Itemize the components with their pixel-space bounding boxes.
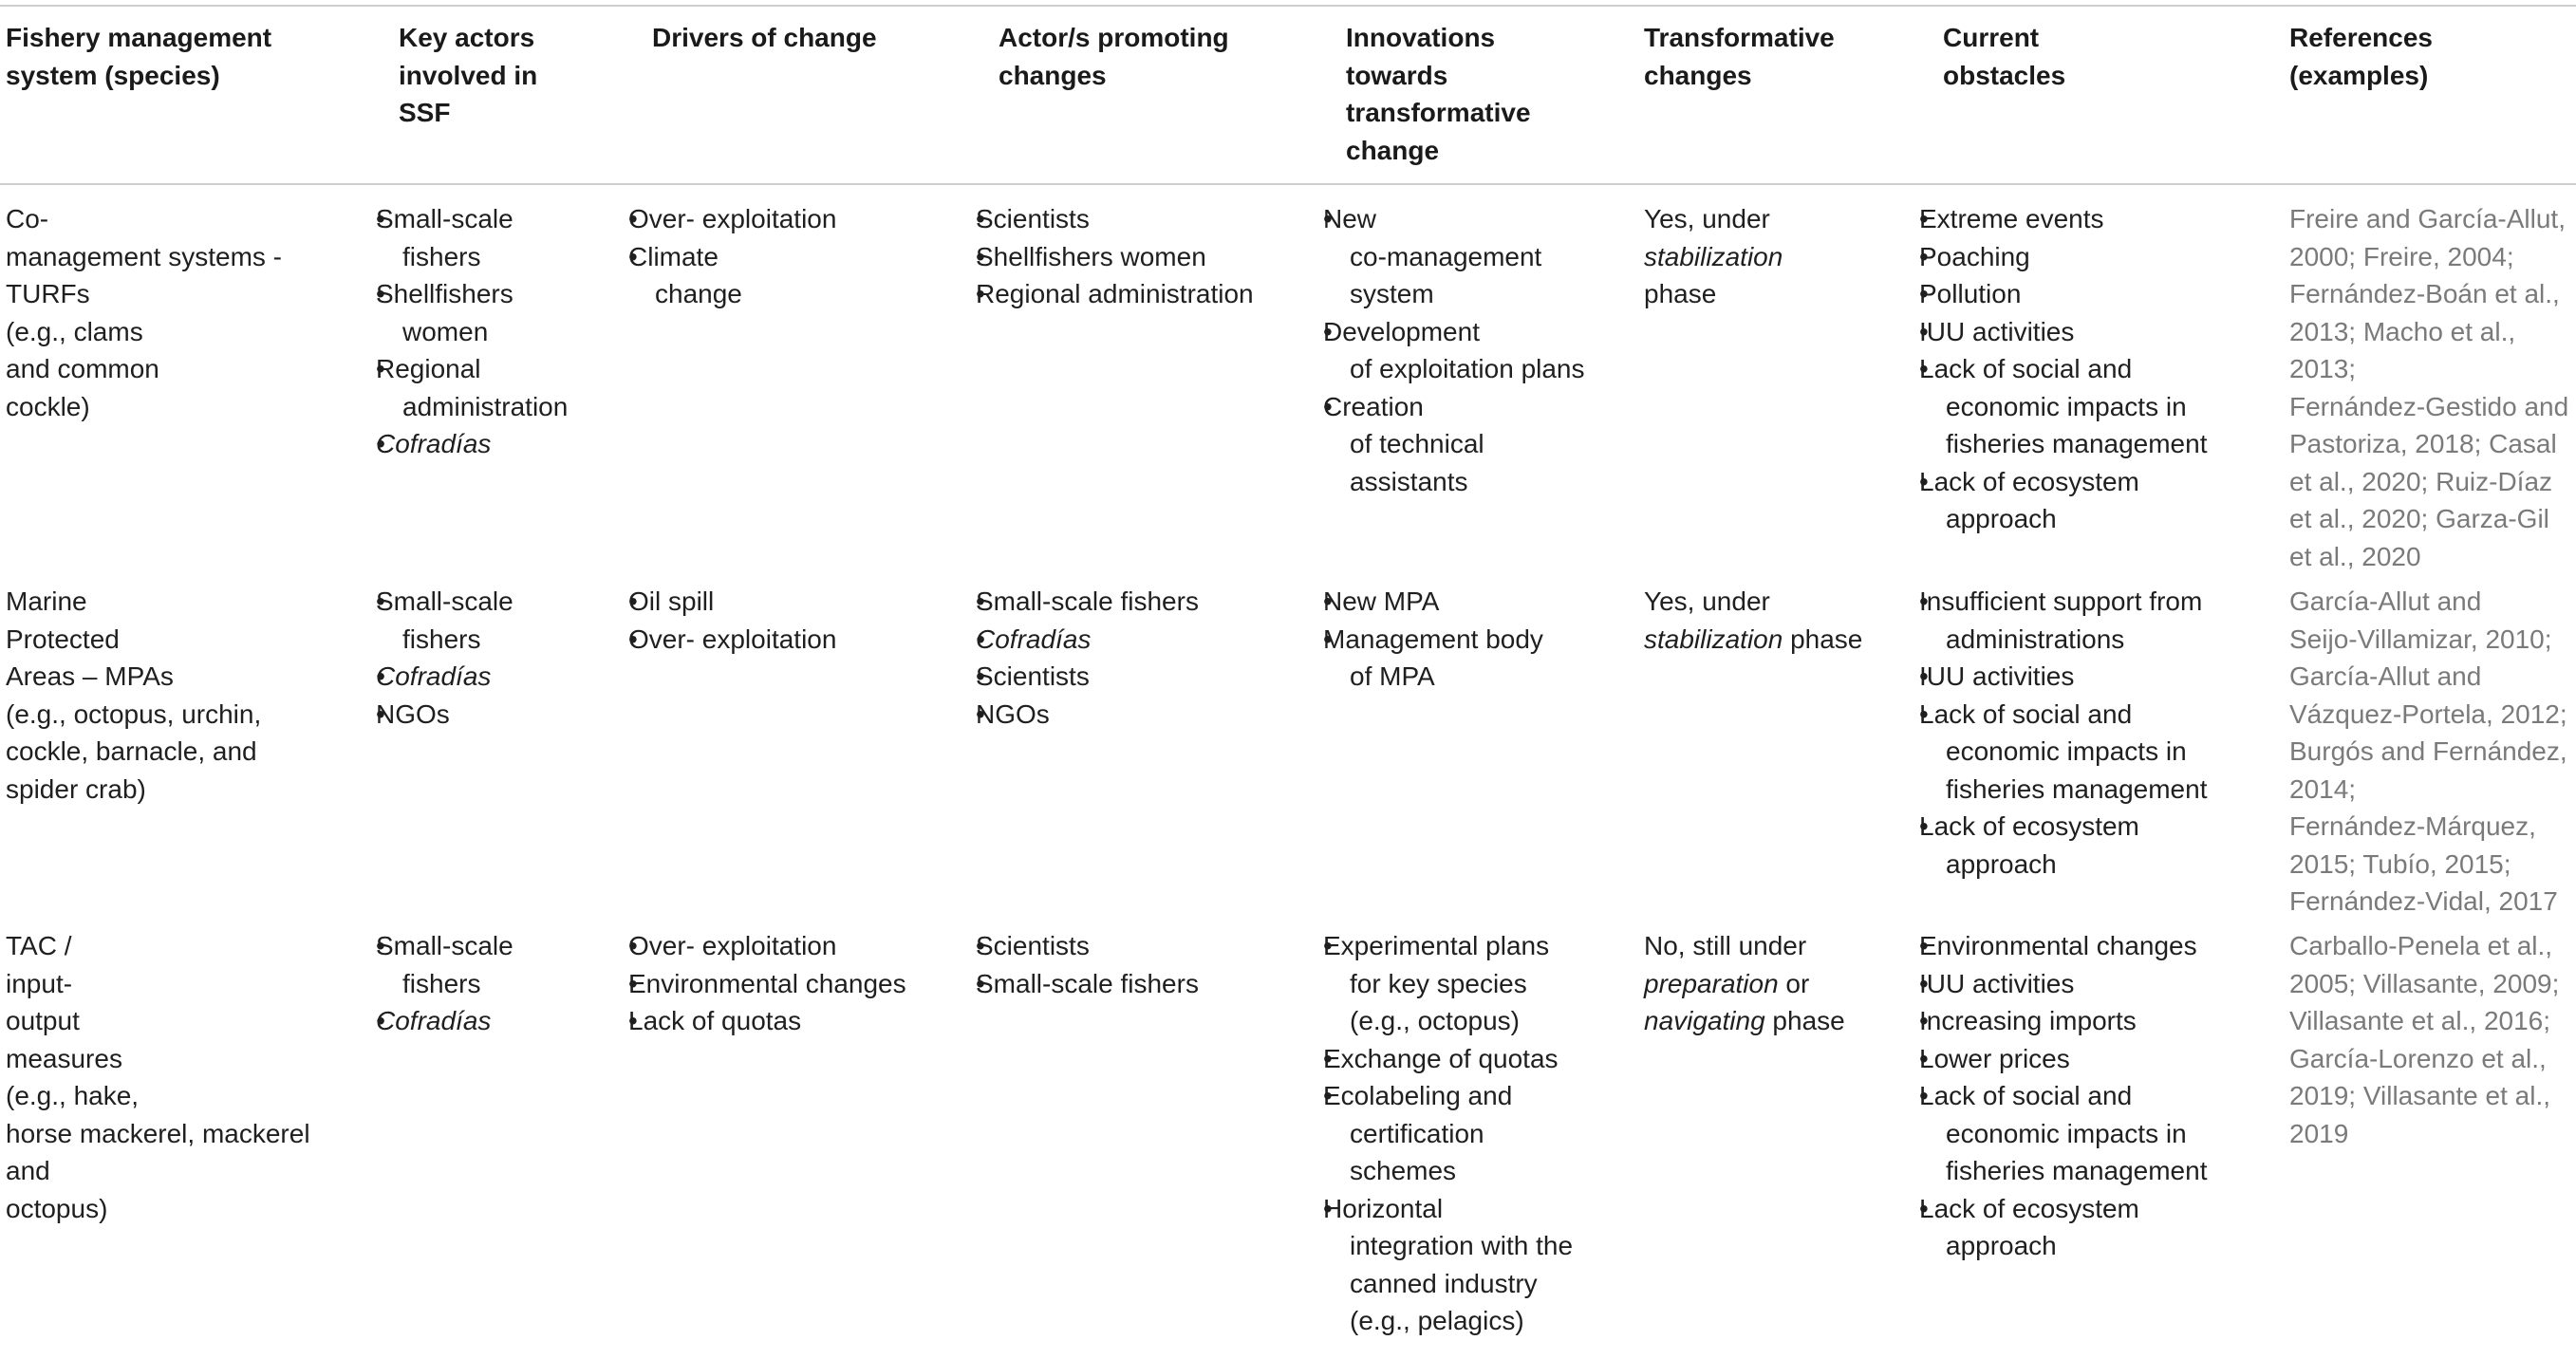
row1-system-cell: Co- management systems - TURFs (e.g., clams and common cockle) [6,204,282,421]
row3-drivers-cell: • Over- exploitation • Environmental changes • Lack of quotas [640,927,906,1040]
row2-innovations-cell: • New MPA • Management body of MPA [1335,583,1543,696]
reference-link[interactable]: Fernández-Vidal, 2017 [2289,886,2558,916]
reference-link[interactable]: 2000; Freire, 2004; [2289,241,2514,271]
row2-system-cell: Marine Protected Areas – MPAs (e.g., octopus, urchin, cockle, barnacle, and spider crab) [6,586,262,804]
header-fishery-management-system: Fishery management system (species) [6,23,272,90]
phase-word: phase [1764,1006,1845,1035]
reference-link[interactable]: Carballo-Penela et al., [2289,931,2553,960]
phase-word: phase [1783,624,1863,654]
or-word: or [1778,968,1810,998]
row3-references-cell [2289,927,2559,1152]
reference-link[interactable]: 2019; Villasante et al., [2289,1081,2551,1110]
reference-link[interactable]: Fernández-Gestido and [2289,391,2569,421]
header-references: References (examples) [2289,23,2433,90]
row3-promoting-cell: • Scientists • Small-scale fishers [987,927,1199,1002]
reference-link[interactable]: 2014; [2289,773,2357,804]
navigating-line [1644,1002,1845,1040]
header-transformative-changes: Transformative changes [1644,23,1835,90]
row1-transformative-cell: Yes, under stabilization phase [1644,204,1783,308]
reference-link[interactable]: García-Lorenzo et al., [2289,1043,2547,1073]
reference-link[interactable]: García-Allut and [2289,586,2482,616]
navigating-word: navigating [1644,1006,1765,1035]
row1-innovations-cell: • New co-management system • Development of exploitation plans • Creation of technical assistants [1335,200,1585,500]
row1-promoting-cell: • Scientists • Shellfishers women • Regional administration [987,200,1254,313]
reference-link[interactable]: et al., 2020; Ruiz-Díaz [2289,466,2553,496]
row1-references-cell [2289,200,2568,575]
row3-obstacles-cell: • Environmental changes • IUU activities • Increasing imports • Lower prices • Lack of social and economic impacts in fisheries management • Lack of ecosystem approach [1931,927,2207,1265]
reference-link[interactable]: 2019 [2289,1118,2349,1148]
reference-link[interactable]: 2013; Macho et al., [2289,316,2516,346]
reference-link[interactable]: Fernández-Boán et al., [2289,279,2560,308]
reference-link[interactable]: 2015; Tubío, 2015; [2289,848,2511,879]
row1-obstacles-cell: • Extreme events • Poaching • Pollution • IUU activities • Lack of social and economic impacts in fisheries management • Lack of ecosystem approach [1931,200,2207,538]
row2-references-cell [2289,583,2567,921]
reference-link[interactable]: et al., 2020 [2289,541,2421,571]
reference-link[interactable]: Burgós and Fernández, [2289,736,2567,766]
header-bottom-rule [0,183,2576,185]
row2-actors-cell: • Small-scale fishers • Cofradías • NGOs [387,583,513,733]
reference-link[interactable]: Seijo-Villamizar, 2010; [2289,624,2552,654]
header-innovations: Innovations towards transformative change [1346,23,1531,165]
reference-link[interactable]: et al., 2020; Garza-Gil [2289,504,2549,533]
preparation-line [1644,965,1845,1003]
table-top-rule [0,5,2576,7]
reference-link[interactable]: Freire and García-Allut, [2289,204,2566,233]
stabilization-word: stabilization [1644,624,1783,654]
row3-actors-cell: • Small-scale fishers • Cofradías [387,927,513,1040]
row1-drivers-cell: • Over- exploitation • Climate change [640,200,836,313]
reference-link[interactable]: 2005; Villasante, 2009; [2289,968,2560,998]
row3-system-cell: TAC / input- output measures (e.g., hake, horse mackerel, mackerel and octopus) [6,931,310,1223]
stabilization-phase-line [1644,621,1862,659]
row3-innovations-cell: • Experimental plans for key species (e.g., octopus) • Exchange of quotas • Ecolabeling and certification schemes • Horizontal integration with the canned industry (e.g., pelagics) [1335,927,1573,1340]
header-key-actors: Key actors involved in SSF [399,23,538,127]
reference-link[interactable]: Vázquez-Portela, 2012; [2289,698,2567,729]
reference-link[interactable]: 2013; [2289,354,2357,383]
reference-link[interactable]: Pastoriza, 2018; Casal [2289,429,2557,458]
header-actors-promoting: Actor/s promoting changes [999,23,1229,90]
reference-link[interactable]: Villasante et al., 2016; [2289,1006,2551,1035]
preparation-word: preparation [1644,968,1779,998]
row1-actors-cell: • Small-scale fishers • Shellfishers women • Regional administration • Cofradías [387,200,568,463]
row2-transformative-cell: Yes, under stabilization phase [1644,583,1862,658]
header-drivers-of-change: Drivers of change [652,23,877,52]
reference-link[interactable]: García-Allut and [2289,661,2482,691]
row2-drivers-cell: • Oil spill • Over- exploitation [640,583,836,658]
header-current-obstacles: Current obstacles [1943,23,2066,90]
row2-obstacles-cell: • Insufficient support from administrations • IUU activities • Lack of social and economic impacts in fisheries management • Lack of ecosystem approach [1931,583,2207,883]
row3-transformative-cell: No, still under preparation or navigating phase [1644,927,1845,1040]
row2-promoting-cell: • Small-scale fishers • Cofradías • Scientists • NGOs [987,583,1199,733]
reference-link[interactable]: Fernández-Márquez, [2289,811,2536,841]
